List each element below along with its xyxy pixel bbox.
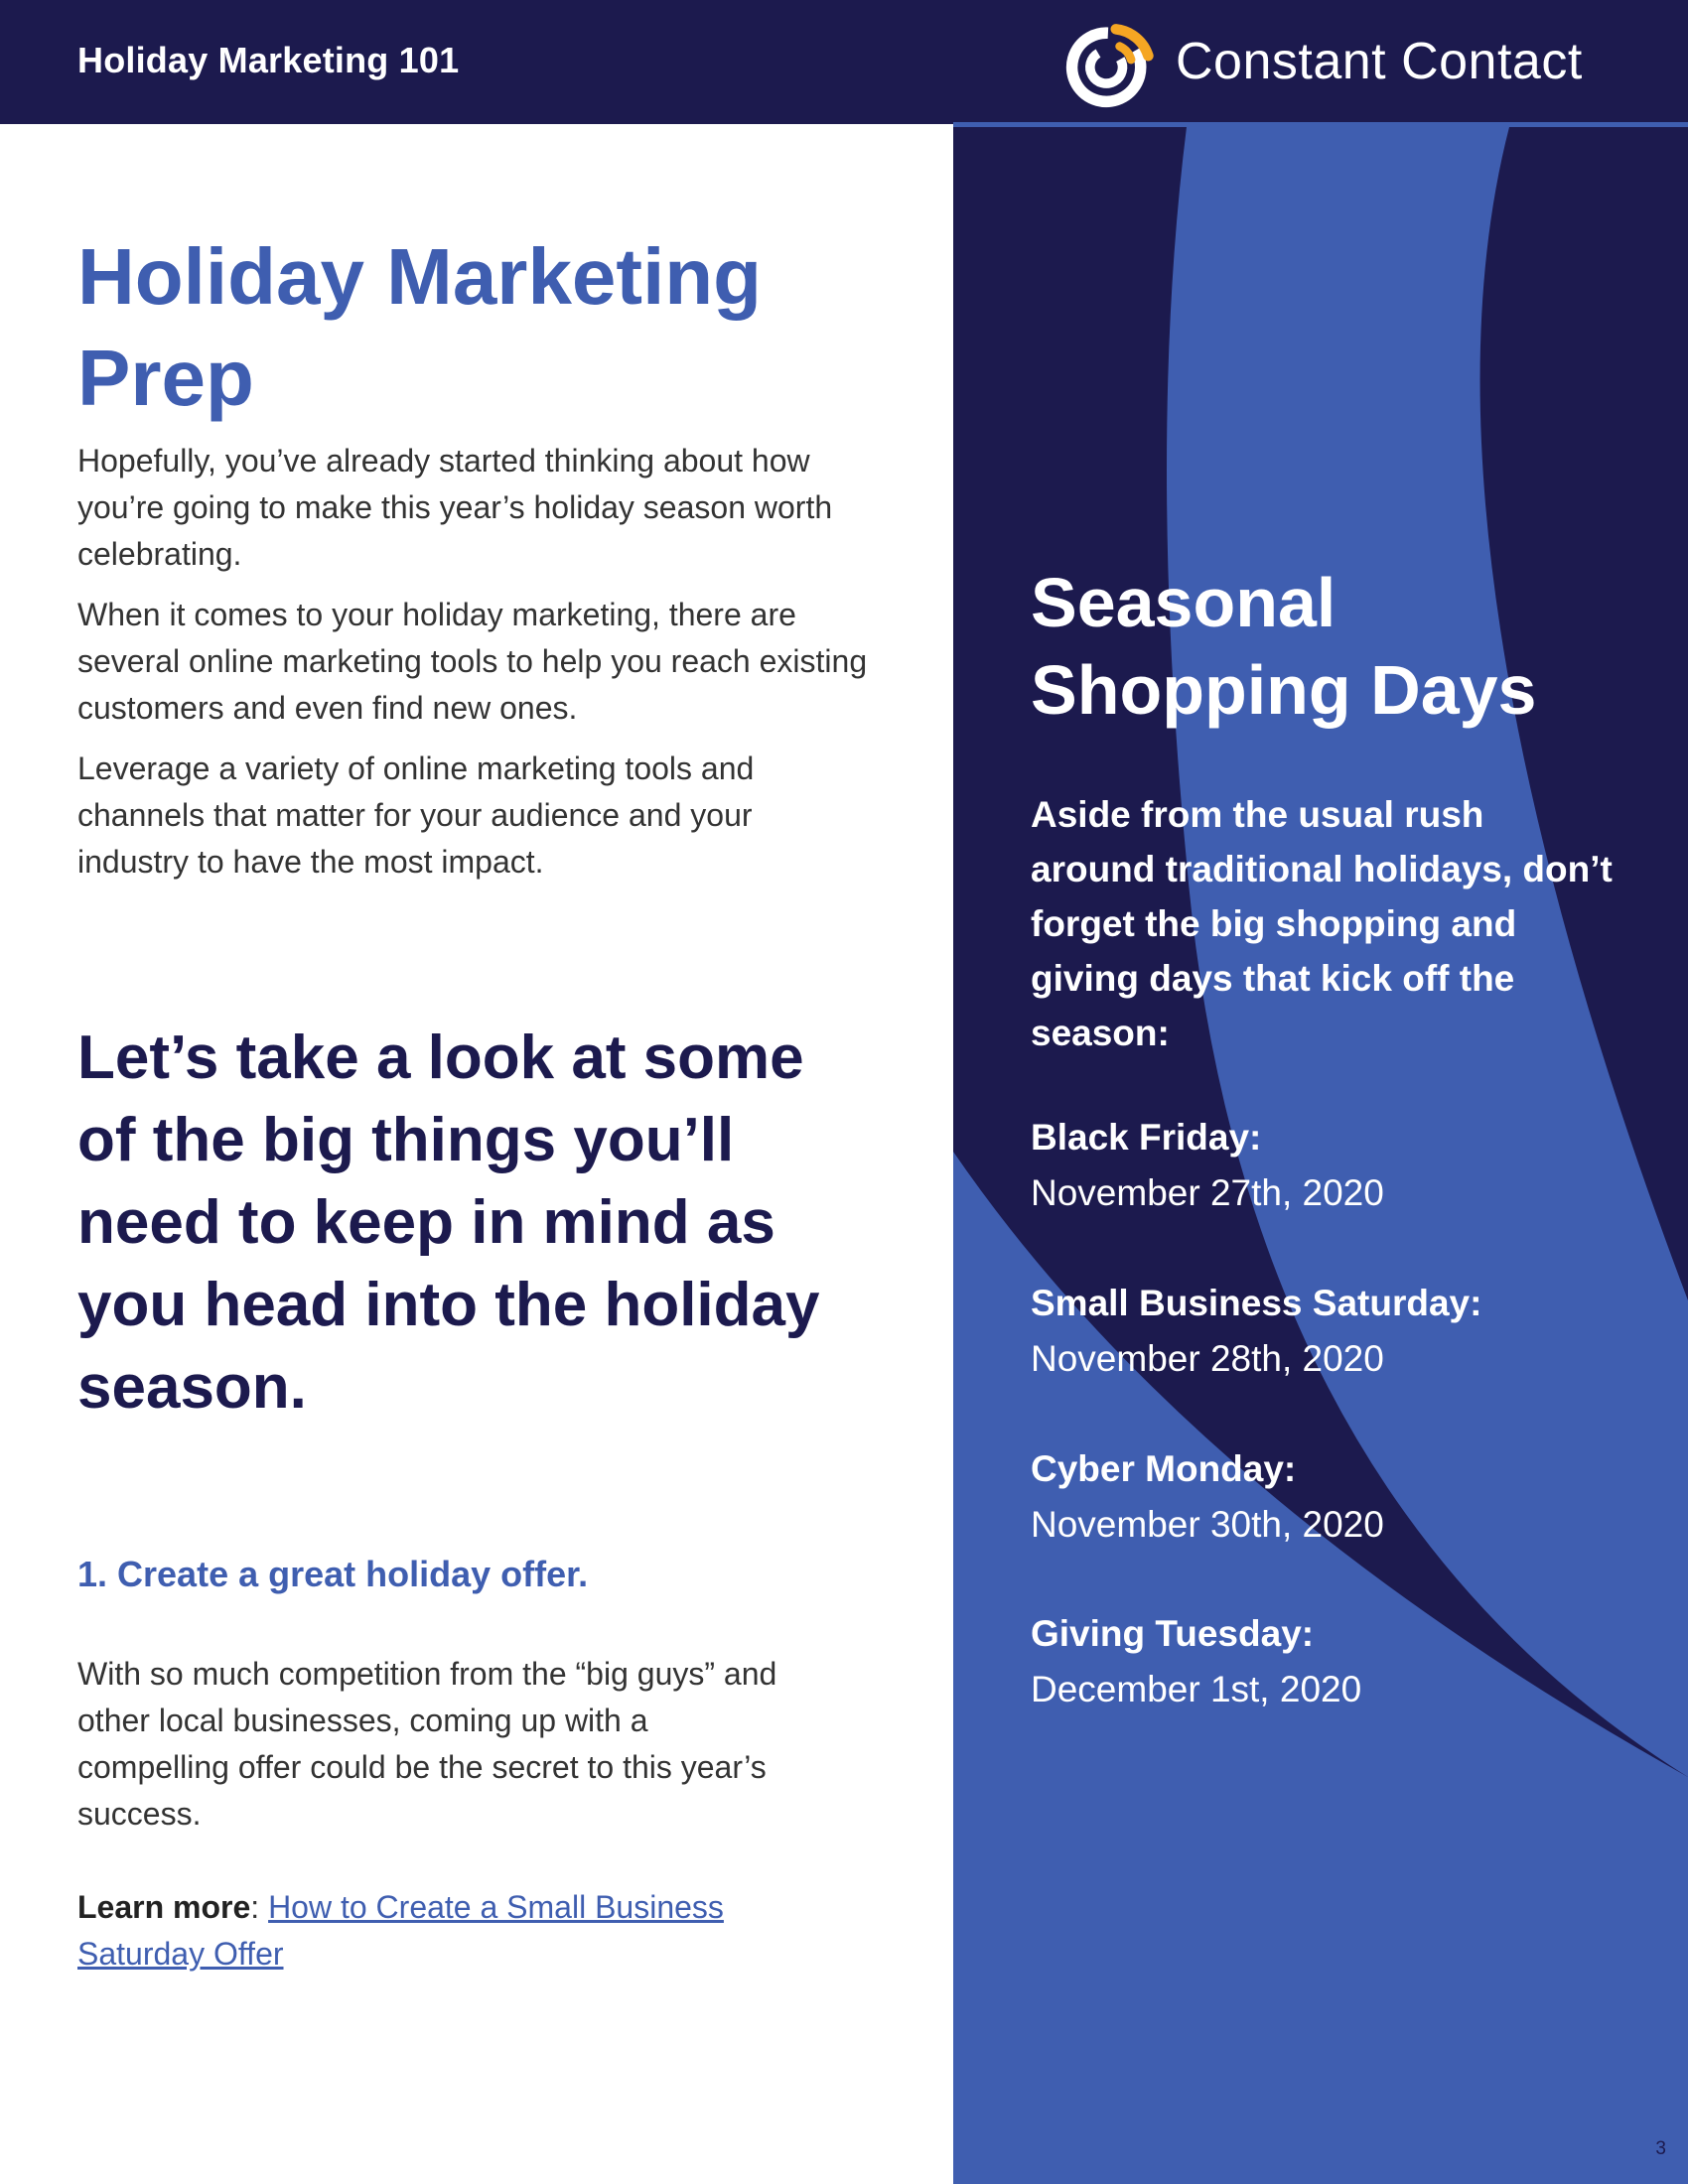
learn-more-link[interactable]: How to Create a Small Business Saturday Offer	[77, 1889, 724, 1972]
sidebar-intro: Aside from the usual rush around traditional holidays, don’t forget the big shopping and giving days that kick off the season:	[1031, 794, 1613, 1053]
intro-paragraphs	[77, 438, 872, 899]
sidebar-panel	[953, 127, 1688, 2184]
shopping-day-name: Cyber Monday:	[1031, 1448, 1297, 1489]
shopping-day-item	[1031, 1441, 1646, 1553]
document-series-title: Holiday Marketing 101	[77, 40, 460, 80]
shopping-day-item	[1031, 1606, 1646, 1717]
shopping-day-date: November 28th, 2020	[1031, 1338, 1384, 1379]
brand-name: Constant Contact	[1176, 33, 1583, 90]
section-heading: 1. Create a great holiday offer.	[77, 1554, 589, 1594]
intro-paragraph: Hopefully, you’ve already started thinking about how you’re going to make this year’s holiday season worth celebrating.	[77, 443, 833, 572]
intro-paragraph: Leverage a variety of online marketing tools and channels that matter for your audience and your industry to have the most impact.	[77, 751, 755, 880]
shopping-day-date: December 1st, 2020	[1031, 1669, 1362, 1709]
shopping-day-date: November 30th, 2020	[1031, 1504, 1384, 1545]
shopping-day-item	[1031, 1276, 1646, 1387]
constant-contact-logo-icon	[1062, 14, 1158, 109]
page-title: Holiday Marketing Prep	[77, 232, 763, 422]
learn-more-label: Learn more	[77, 1889, 251, 1925]
shopping-day-name: Giving Tuesday:	[1031, 1613, 1315, 1654]
shopping-day-name: Small Business Saturday:	[1031, 1283, 1482, 1323]
shopping-day-date: November 27th, 2020	[1031, 1172, 1384, 1213]
brand-lockup	[1062, 12, 1583, 111]
top-banner	[0, 0, 1688, 124]
shopping-day-item	[1031, 1110, 1646, 1221]
intro-paragraph: When it comes to your holiday marketing, there are several online marketing tools to help you reach existing customers and even find new ones.	[77, 597, 868, 726]
shopping-day-name: Black Friday:	[1031, 1117, 1262, 1158]
lead-statement: Let’s take a look at some of the big things you’ll need to keep in mind as you head into the holiday season.	[77, 1024, 820, 1422]
learn-more: Learn more: How to Create a Small Business Saturday Offer	[77, 1889, 724, 1972]
section-body: With so much competition from the “big guys” and other local businesses, coming up with a compelling offer could be the secret to this year’s success.	[77, 1656, 777, 1832]
page-number: 3	[1655, 2138, 1666, 2159]
sidebar-title: Seasonal Shopping Days	[1031, 564, 1537, 729]
